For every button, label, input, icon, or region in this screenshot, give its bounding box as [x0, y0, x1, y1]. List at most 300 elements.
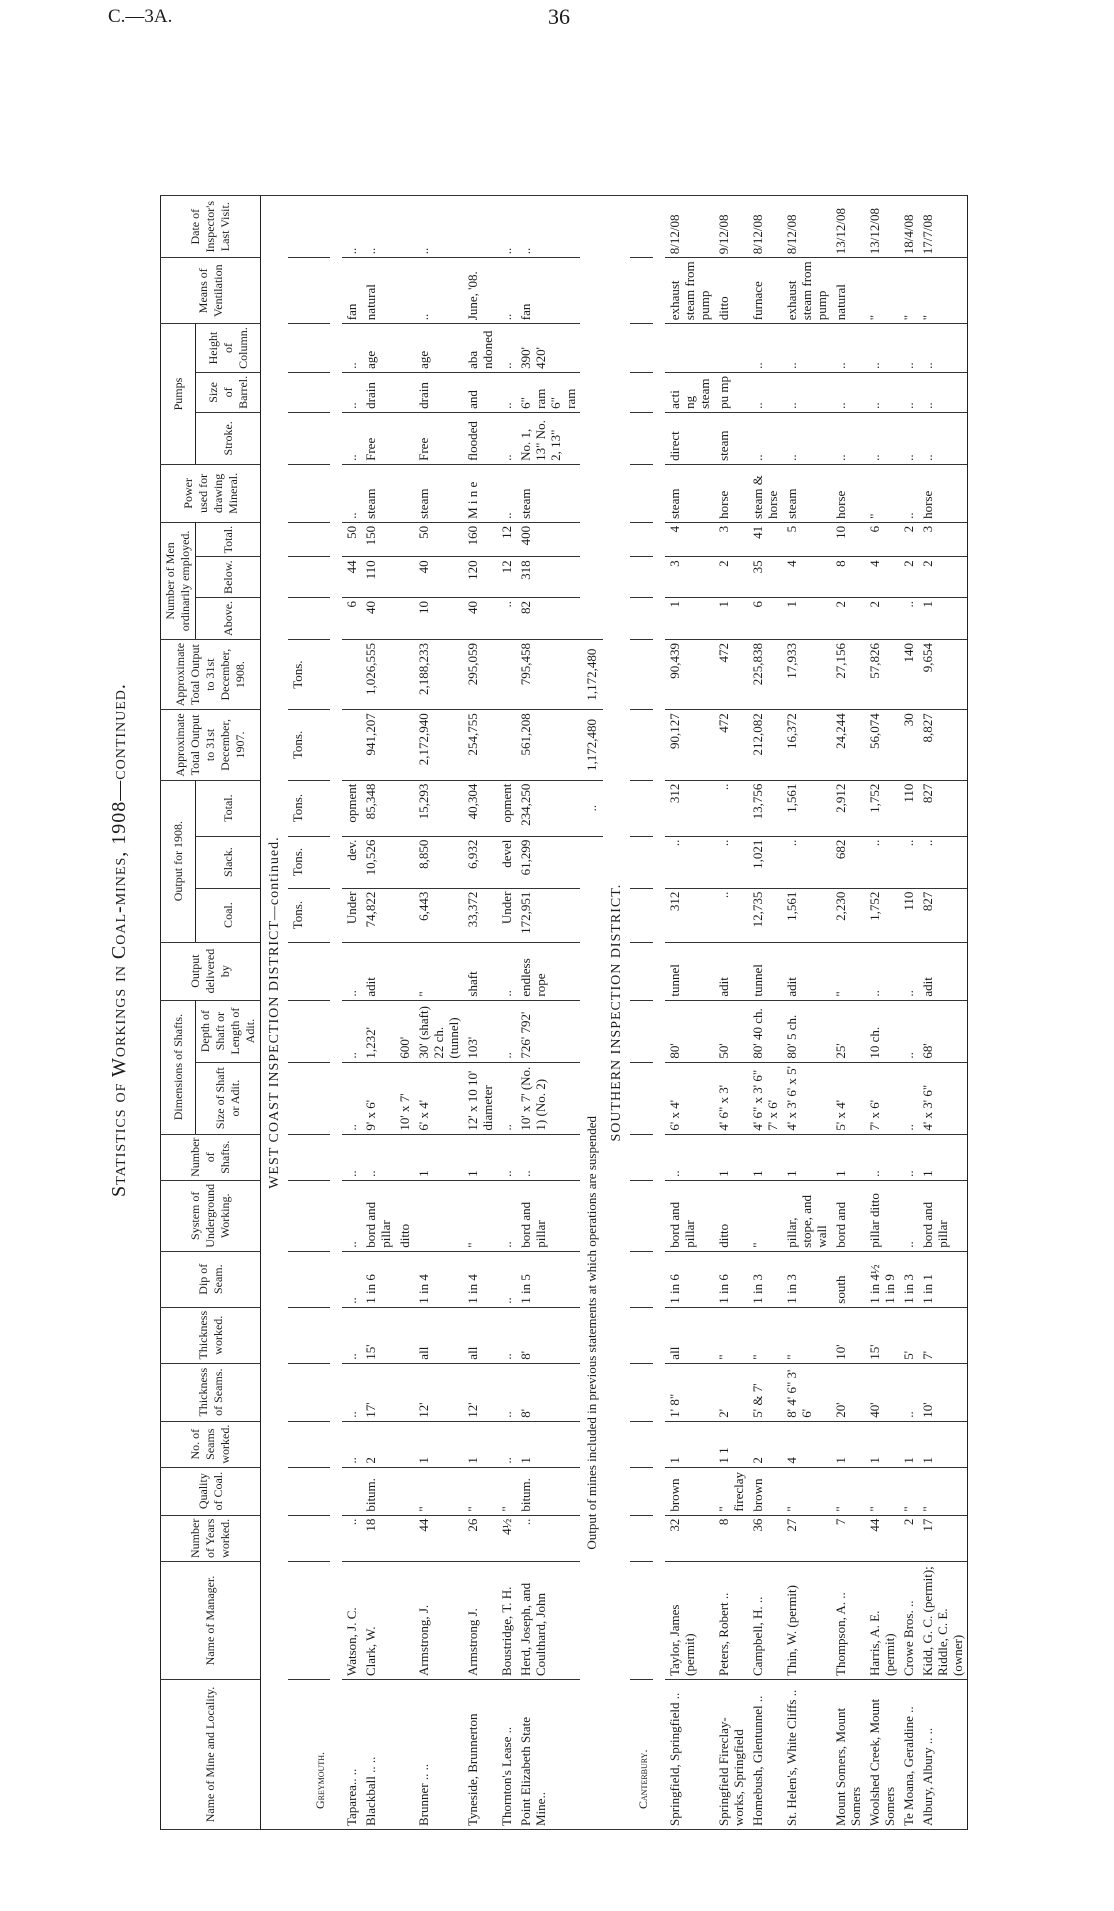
cell-quality: " — [497, 1467, 516, 1515]
cell-stroke: .. — [899, 412, 918, 464]
cell-depth: 30' (shaft) 22 ch. (tunnel) — [414, 1000, 463, 1062]
cell-depth: .. — [899, 1000, 918, 1062]
cell-power — [395, 464, 414, 522]
cell-system: pillar, stope, and wall — [782, 1180, 831, 1251]
section-row — [261, 196, 289, 1830]
col-slack: Slack. — [196, 836, 261, 888]
cell-insp — [463, 196, 497, 258]
cell-power: horse — [714, 464, 748, 522]
cell-size: 4' 6" x 3' — [714, 1062, 748, 1134]
rotated-table-sheet — [108, 50, 1058, 1830]
cell-deliv: tunnel — [665, 942, 714, 1000]
cell-ns: 1 — [463, 1134, 497, 1180]
cell-below — [395, 557, 414, 598]
cell-seams: 2 — [361, 1421, 395, 1467]
cell-size: 10' x 7' (No. 1) (No. 2) — [516, 1062, 580, 1134]
cell-ns: .. — [899, 1134, 918, 1180]
cell-seams: 1 — [918, 1421, 968, 1467]
cell-ns: 1 — [918, 1134, 968, 1180]
cell-coal: 12,735 — [748, 888, 782, 942]
suspended-total-1908: 1,172,480 — [580, 639, 603, 709]
cell-dip: 1 in 4½ 1 in 9 — [865, 1251, 899, 1307]
cell-size: 4' x 3' 6" — [918, 1062, 968, 1134]
cell-manager: Campbell, H. .. — [748, 1562, 782, 1680]
cell-quality — [395, 1467, 414, 1515]
cell-barrel: .. — [865, 372, 899, 412]
cell-stroke: .. — [342, 412, 361, 464]
cell-coal: 1,561 — [782, 888, 831, 942]
cell-dip: 1 in 6 — [714, 1251, 748, 1307]
cell-power: steam — [361, 464, 395, 522]
cell-dip: .. — [342, 1251, 361, 1307]
cell-dip: 1 in 3 — [748, 1251, 782, 1307]
cell-quality: brown — [748, 1467, 782, 1515]
cell-below: 120 — [463, 557, 497, 598]
cell-barrel — [395, 372, 414, 412]
cell-vent — [395, 258, 414, 324]
cell-manager: Herd, Joseph, and Coulthard, John — [516, 1562, 580, 1680]
table-row — [714, 196, 748, 1830]
cell-total: 312 — [665, 780, 714, 836]
cell-above: 40 — [361, 597, 395, 639]
cell-ts: 20' — [831, 1363, 865, 1421]
cell-seams: 1 — [414, 1421, 463, 1467]
cell-quality: bitum. — [361, 1467, 395, 1515]
cell-total: 1,752 — [865, 780, 899, 836]
cell-barrel: 6" ram 6" ram — [516, 372, 580, 412]
cell-ts: 8' — [516, 1363, 580, 1421]
cell-ns: 1 — [414, 1134, 463, 1180]
cell-column: 390' 420' — [516, 324, 580, 373]
cell-t07: 254,755 — [463, 710, 497, 780]
cell-below: 35 — [748, 557, 782, 598]
col-dip: Dip of Seam. — [161, 1251, 261, 1307]
cell-vent: fan — [516, 258, 580, 324]
cell-ns: .. — [342, 1134, 361, 1180]
cell-ts: 1' 8" — [665, 1363, 714, 1421]
cell-stroke: .. — [748, 412, 782, 464]
cell-stroke — [395, 412, 414, 464]
cell-below: 110 — [361, 557, 395, 598]
cell-t07 — [497, 710, 516, 780]
cell-system: bord and pillar — [361, 1180, 395, 1251]
coal-mines-table — [160, 195, 968, 1830]
cell-total: .. — [714, 780, 748, 836]
cell-size: .. — [342, 1062, 361, 1134]
cell-slack: .. — [918, 836, 968, 888]
table-row — [342, 196, 361, 1830]
table-body — [261, 196, 968, 1830]
cell-above: 1 — [782, 597, 831, 639]
cell-above — [395, 597, 414, 639]
cell-size: 10' x 7' — [395, 1062, 414, 1134]
cell-dip: 1 in 5 — [516, 1251, 580, 1307]
cell-tw — [395, 1307, 414, 1363]
cell-seams: 1 — [665, 1421, 714, 1467]
col-output-1908: Output for 1908. — [161, 780, 196, 942]
cell-dip: 1 in 3 — [899, 1251, 918, 1307]
district-greymouth: Greymouth. — [307, 1680, 330, 1830]
cell-mt: 2 — [899, 522, 918, 557]
cell-total: 827 — [918, 780, 968, 836]
cell-slack: .. — [865, 836, 899, 888]
cell-ns: .. — [665, 1134, 714, 1180]
cell-dip — [395, 1251, 414, 1307]
col-column-height: Height of Column. — [196, 324, 261, 373]
cell-quality: " fireclay — [714, 1467, 748, 1515]
cell-seams: 1 — [831, 1421, 865, 1467]
cell-mine: Thornton's Lease .. — [497, 1680, 516, 1830]
cell-above: 10 — [414, 597, 463, 639]
table-row — [497, 196, 516, 1830]
cell-barrel: drain — [414, 372, 463, 412]
cell-deliv: adit — [361, 942, 395, 1000]
table-row — [361, 196, 395, 1830]
cell-above: 1 — [714, 597, 748, 639]
cell-coal: 33,372 — [463, 888, 497, 942]
cell-tw: " — [782, 1307, 831, 1363]
cell-above: 6 — [748, 597, 782, 639]
cell-depth: 80' 5 ch. — [782, 1000, 831, 1062]
cell-t07 — [342, 710, 361, 780]
cell-depth: 25' — [831, 1000, 865, 1062]
cell-vent: .. — [414, 258, 463, 324]
cell-mt: 50 — [414, 522, 463, 557]
cell-years — [395, 1515, 414, 1561]
cell-ts: .. — [497, 1363, 516, 1421]
cell-deliv: .. — [497, 942, 516, 1000]
spacer-row — [653, 196, 665, 1830]
cell-total: opment — [342, 780, 361, 836]
cell-years: 26 — [463, 1515, 497, 1561]
cell-deliv: adit — [918, 942, 968, 1000]
cell-insp: .. — [497, 196, 516, 258]
cell-manager — [395, 1562, 414, 1680]
cell-mine: Woolshed Creek, Mount Somers — [865, 1680, 899, 1830]
cell-ns: 1 — [831, 1134, 865, 1180]
cell-total: 13,756 — [748, 780, 782, 836]
col-number-shafts: Number of Shafts. — [161, 1134, 261, 1180]
cell-ts: 12' — [414, 1363, 463, 1421]
cell-deliv: adit — [782, 942, 831, 1000]
cell-deliv: tunnel — [748, 942, 782, 1000]
cell-size: 4' 6" x 3' 6" 7' x 6' — [748, 1062, 782, 1134]
cell-below: 2 — [918, 557, 968, 598]
cell-system — [414, 1180, 463, 1251]
cell-years: 44 — [414, 1515, 463, 1561]
cell-depth: .. — [497, 1000, 516, 1062]
table-row — [918, 196, 968, 1830]
cell-ns: .. — [516, 1134, 580, 1180]
cell-years: 18 — [361, 1515, 395, 1561]
cell-insp: 9/12/08 — [714, 196, 748, 258]
col-quality: Quality of Coal. — [161, 1467, 261, 1515]
cell-mt: 5 — [782, 522, 831, 557]
cell-seams: .. — [497, 1421, 516, 1467]
cell-mt: 12 — [497, 522, 516, 557]
cell-manager: Crowe Bros. .. — [899, 1562, 918, 1680]
cell-ts: 2' — [714, 1363, 748, 1421]
cell-depth: 50' — [714, 1000, 748, 1062]
district-row — [630, 196, 653, 1830]
col-men: Number of Men ordinarily employed. — [161, 522, 196, 639]
unit-slack: Tons. — [288, 836, 307, 888]
cell-vent: natural — [831, 258, 865, 324]
cell-ts: 8' 4' 6" 3' 6' — [782, 1363, 831, 1421]
cell-stroke: .. — [497, 412, 516, 464]
cell-insp: 8/12/08 — [665, 196, 714, 258]
cell-power: " — [865, 464, 899, 522]
suspended-total-1907: 1,172,480 — [580, 710, 603, 780]
cell-below: 2 — [714, 557, 748, 598]
cell-tw: 15' — [865, 1307, 899, 1363]
cell-above: 1 — [665, 597, 714, 639]
cell-insp: .. — [361, 196, 395, 258]
col-above: Above. — [196, 597, 261, 639]
cell-seams: 1 — [516, 1421, 580, 1467]
cell-above: 1 — [918, 597, 968, 639]
cell-dip: 1 in 4 — [414, 1251, 463, 1307]
suspended-note: Output of mines included in previous statements at which operations are suspended — [580, 836, 603, 1829]
table-row — [865, 196, 899, 1830]
cell-below: 3 — [665, 557, 714, 598]
cell-stroke: flooded — [463, 412, 497, 464]
cell-manager: Armstrong J. — [463, 1562, 497, 1680]
cell-stroke: steam — [714, 412, 748, 464]
cell-mt — [395, 522, 414, 557]
cell-above: 40 — [463, 597, 497, 639]
cell-tw: .. — [342, 1307, 361, 1363]
cell-power: .. — [497, 464, 516, 522]
cell-dip: 1 in 6 — [665, 1251, 714, 1307]
cell-stroke: .. — [918, 412, 968, 464]
cell-slack: 1,021 — [748, 836, 782, 888]
cell-ns: 1 — [748, 1134, 782, 1180]
col-total-1907: Approximate Total Output to 31st December, 1907. — [161, 710, 261, 780]
cell-vent: fan — [342, 258, 361, 324]
cell-manager: Harris, A. E. (permit) — [865, 1562, 899, 1680]
cell-t08: 27,156 — [831, 639, 865, 709]
col-dimensions: Dimensions of Shafts. — [161, 1000, 196, 1134]
cell-barrel: .. — [918, 372, 968, 412]
cell-below: 44 — [342, 557, 361, 598]
cell-t08 — [497, 639, 516, 709]
cell-mine: Te Moana, Geraldine .. — [899, 1680, 918, 1830]
cell-above: 2 — [865, 597, 899, 639]
cell-tw: .. — [497, 1307, 516, 1363]
cell-column — [395, 324, 414, 373]
cell-mt: 400 — [516, 522, 580, 557]
cell-slack: 682 — [831, 836, 865, 888]
cell-vent: " — [865, 258, 899, 324]
cell-ts: .. — [342, 1363, 361, 1421]
cell-ns: .. — [865, 1134, 899, 1180]
cell-mt: 3 — [918, 522, 968, 557]
cell-quality: bitum. — [516, 1467, 580, 1515]
cell-total: 85,348 — [361, 780, 395, 836]
cell-mine: Blackball .. .. — [361, 1680, 395, 1830]
cell-seams: 1 1 — [714, 1421, 748, 1467]
cell-quality: " — [463, 1467, 497, 1515]
cell-power: steam — [414, 464, 463, 522]
col-power: Power used for drawing Mineral. — [161, 464, 261, 522]
cell-deliv — [395, 942, 414, 1000]
cell-years: 27 — [782, 1515, 831, 1561]
cell-size: 7' x 6' — [865, 1062, 899, 1134]
cell-system: .. — [497, 1180, 516, 1251]
cell-total: 40,304 — [463, 780, 497, 836]
cell-t07: 212,082 — [748, 710, 782, 780]
table-title: Statistics of Workings in Coal-mines, 1908—continued. — [108, 683, 130, 1197]
cell-t08: 295,059 — [463, 639, 497, 709]
cell-seams: 2 — [748, 1421, 782, 1467]
cell-t08 — [395, 639, 414, 709]
cell-vent: exhaust steam from pump — [665, 258, 714, 324]
cell-dip: 1 in 6 — [361, 1251, 395, 1307]
cell-slack: dev. — [342, 836, 361, 888]
cell-power: horse — [918, 464, 968, 522]
cell-t07: 16,372 — [782, 710, 831, 780]
cell-column — [665, 324, 714, 373]
table-row — [831, 196, 865, 1830]
cell-power: .. — [342, 464, 361, 522]
cell-depth: 600' — [395, 1000, 414, 1062]
cell-column: .. — [865, 324, 899, 373]
cell-vent: exhaust steam from pump — [782, 258, 831, 324]
cell-manager: Kidd, G. C. (permit); Riddle, C. E. (owner) — [918, 1562, 968, 1680]
cell-system: .. — [342, 1180, 361, 1251]
cell-size: 6' x 4' — [665, 1062, 714, 1134]
cell-t08: 9,654 — [918, 639, 968, 709]
cell-t08: 57,826 — [865, 639, 899, 709]
table-row — [516, 196, 580, 1830]
unit-1908: Tons. — [288, 639, 307, 709]
cell-above: 6 — [342, 597, 361, 639]
cell-depth: 68' — [918, 1000, 968, 1062]
cell-mine: Albury, Albury .. .. — [918, 1680, 968, 1830]
col-size: Size of Shaft or Adit. — [196, 1062, 261, 1134]
cell-barrel: acti ng steam — [665, 372, 714, 412]
cell-stroke: Free — [414, 412, 463, 464]
cell-mt: 6 — [865, 522, 899, 557]
cell-below: 8 — [831, 557, 865, 598]
cell-seams: 1 — [865, 1421, 899, 1467]
cell-years: 2 — [899, 1515, 918, 1561]
cell-seams: 1 — [899, 1421, 918, 1467]
cell-total: 110 — [899, 780, 918, 836]
spacer-row — [330, 196, 342, 1830]
cell-system: .. — [899, 1180, 918, 1251]
cell-deliv: .. — [865, 942, 899, 1000]
cell-slack: 8,850 — [414, 836, 463, 888]
cell-column: .. — [831, 324, 865, 373]
cell-manager: Taylor, James (permit) — [665, 1562, 714, 1680]
cell-t07: 56,074 — [865, 710, 899, 780]
cell-barrel: .. — [342, 372, 361, 412]
cell-seams: 1 — [463, 1421, 497, 1467]
suspended-dots: .. — [580, 780, 603, 836]
cell-power: M i n e — [463, 464, 497, 522]
cell-column: age — [361, 324, 395, 373]
cell-mt: 4 — [665, 522, 714, 557]
cell-coal: 74,822 — [361, 888, 395, 942]
cell-below: 4 — [782, 557, 831, 598]
cell-dip: 1 in 1 — [918, 1251, 968, 1307]
cell-t07: 472 — [714, 710, 748, 780]
cell-coal: 1,752 — [865, 888, 899, 942]
table-row — [665, 196, 714, 1830]
cell-size: 5' x 4' — [831, 1062, 865, 1134]
section-heading-south: SOUTHERN INSPECTION DISTRICT. — [603, 196, 630, 1830]
cell-tw: " — [748, 1307, 782, 1363]
cell-system: " — [463, 1180, 497, 1251]
cell-barrel: drain — [361, 372, 395, 412]
col-men-total: Total. — [196, 522, 261, 557]
col-thickness-seams: Thickness of Seams. — [161, 1363, 261, 1421]
col-ventilation: Means of Ventilation — [161, 258, 261, 324]
cell-mine — [395, 1680, 414, 1830]
cell-slack: .. — [782, 836, 831, 888]
cell-stroke: direct — [665, 412, 714, 464]
cell-mt: 3 — [714, 522, 748, 557]
cell-t07: 8,827 — [918, 710, 968, 780]
cell-deliv: .. — [899, 942, 918, 1000]
cell-coal: 172,951 — [516, 888, 580, 942]
col-manager: Name of Manager. — [161, 1562, 261, 1680]
cell-t07: 2,172,940 — [414, 710, 463, 780]
cell-quality: brown — [665, 1467, 714, 1515]
cell-mt: 160 — [463, 522, 497, 557]
cell-dip: .. — [497, 1251, 516, 1307]
cell-t07: 90,127 — [665, 710, 714, 780]
col-years: Number of Years worked. — [161, 1515, 261, 1561]
cell-coal: 827 — [918, 888, 968, 942]
cell-system: bord and pillar — [665, 1180, 714, 1251]
cell-vent: furnace — [748, 258, 782, 324]
table-row — [748, 196, 782, 1830]
cell-quality: " — [918, 1467, 968, 1515]
cell-mine: Springfield, Springfield .. — [665, 1680, 714, 1830]
cell-system: bord and pillar — [918, 1180, 968, 1251]
cell-years: 44 — [865, 1515, 899, 1561]
cell-tw: all — [463, 1307, 497, 1363]
cell-deliv: " — [831, 942, 865, 1000]
col-delivered: Output delivered by — [161, 942, 261, 1000]
cell-t07: 30 — [899, 710, 918, 780]
cell-years: 32 — [665, 1515, 714, 1561]
cell-ns: .. — [497, 1134, 516, 1180]
table-row — [414, 196, 463, 1830]
cell-above: .. — [497, 597, 516, 639]
cell-coal: Under — [342, 888, 361, 942]
cell-insp: 13/12/08 — [831, 196, 865, 258]
cell-column: .. — [497, 324, 516, 373]
cell-seams: .. — [342, 1421, 361, 1467]
cell-barrel: .. — [497, 372, 516, 412]
cell-vent: .. — [497, 258, 516, 324]
cell-manager: Watson, J. C. — [342, 1562, 361, 1680]
cell-slack: 61,299 — [516, 836, 580, 888]
cell-below: 2 — [899, 557, 918, 598]
district-canterbury: Canterbury. — [630, 1680, 653, 1830]
cell-barrel: .. — [831, 372, 865, 412]
section-heading-west: WEST COAST INSPECTION DISTRICT—continued. — [261, 196, 289, 1830]
cell-power: .. — [899, 464, 918, 522]
cell-total: opment — [497, 780, 516, 836]
cell-dip: 1 in 3 — [782, 1251, 831, 1307]
unit-1907: Tons. — [288, 710, 307, 780]
cell-stroke: .. — [865, 412, 899, 464]
